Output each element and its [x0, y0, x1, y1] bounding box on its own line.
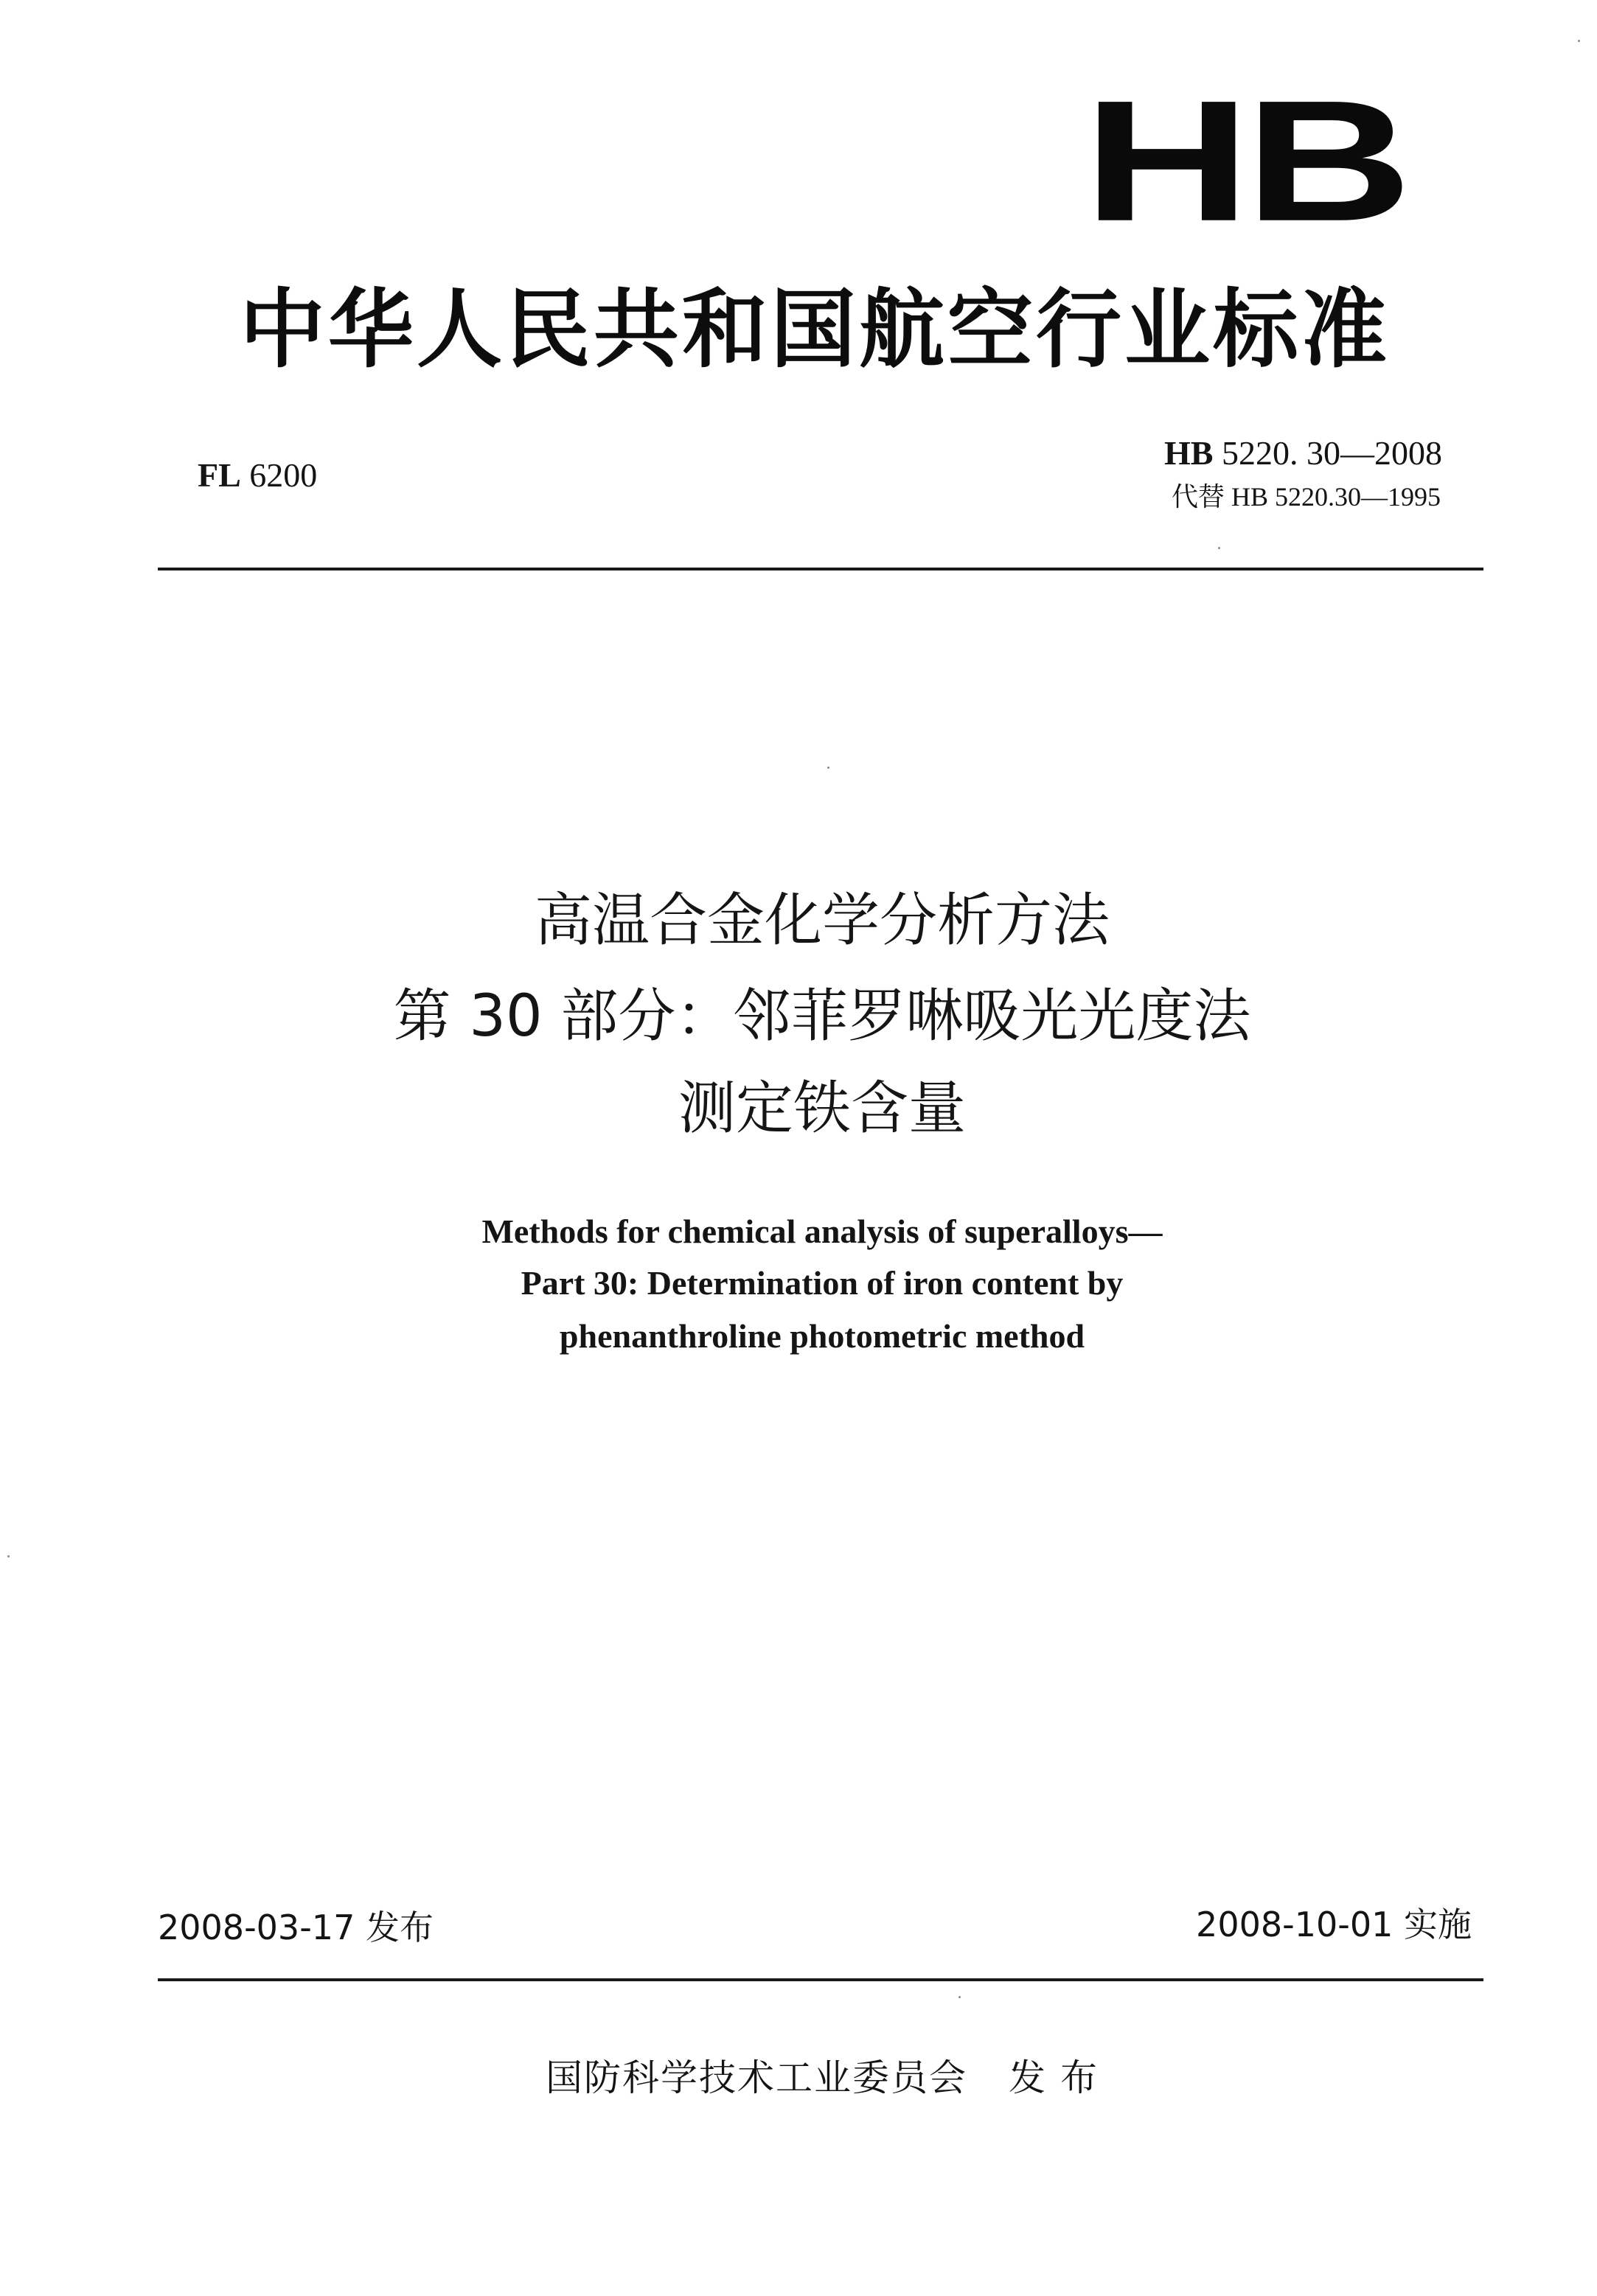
- header-divider: [158, 568, 1483, 570]
- scan-speck: [7, 1555, 10, 1557]
- english-title-line-1: Methods for chemical analysis of superalloys—: [481, 1212, 1163, 1250]
- standard-category-title: 中华人民共和国航空行业标准: [240, 280, 1390, 380]
- classification-code: [198, 458, 317, 492]
- standard-prefix: HB: [1164, 434, 1214, 472]
- implementation-date: 2008-10-01 实施: [1196, 1905, 1472, 1944]
- chinese-title-line-3: 测定铁含量: [678, 1075, 966, 1142]
- classification-number: 6200: [249, 456, 318, 494]
- hb-logo: HB: [1082, 64, 1407, 257]
- standard-number: [1164, 436, 1442, 470]
- scan-speck: [1578, 40, 1580, 42]
- english-title-line-2: Part 30: Determination of iron content by: [521, 1264, 1124, 1302]
- publisher-action: 发 布: [1009, 2056, 1099, 2099]
- replaces-standard: 代替 HB 5220.30—1995: [1171, 482, 1441, 512]
- scan-speck: [958, 1996, 961, 1998]
- classification-prefix: FL: [198, 456, 241, 494]
- publisher-name: 国防科学技术工业委员会: [546, 2056, 968, 2099]
- issue-date: 2008-03-17 发布: [158, 1908, 434, 1947]
- chinese-title-line-2: 第 30 部分：邻菲罗啉吸光光度法: [393, 983, 1251, 1050]
- standard-number-value: 5220. 30—2008: [1222, 434, 1442, 472]
- english-title-line-3: phenanthroline photometric method: [559, 1317, 1085, 1355]
- publisher-line: [147, 2056, 1497, 2099]
- scan-speck: [827, 767, 829, 769]
- scan-speck: [1218, 547, 1220, 549]
- chinese-title-line-1: 高温合金化学分析方法: [534, 887, 1110, 954]
- footer-divider: [158, 1978, 1483, 1981]
